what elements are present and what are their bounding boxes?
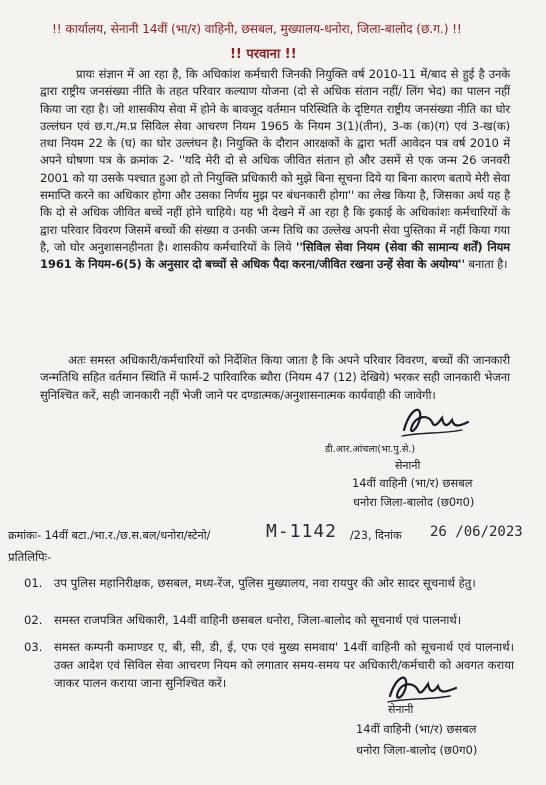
copy-to-item-number: 01. [24,576,43,590]
signatory-unit: 14वीं वाहिनी (भा/र) छसबल [356,722,477,736]
copy-to-item-text: समस्त कम्पनी कमाण्डर ए, बी, सी, डी, ई, एफ एवं मुख्य समवाय' 14वीं वाहिनी को सूचनार्थ एवं पालनार्थ। उक्त आदेश एवं सिविल सेवा आचरण नियम को लगातार समय-समय पर अधिकारी/कर्मचारी को अवगत कराया जाकर पालन कराया जाना सुनिश्चित करें। [54,640,514,690]
copy-to-label: प्रतिलिपिः- [8,550,52,564]
signature-mark [398,400,478,442]
office-header: !! कार्यालय, सेनानी 14वीं (भा/र) वाहिनी, छसबल, मुख्यालय-धनोरा, जिला-बालोद (छ.ग.) !! [52,22,462,36]
reference-prefix: क्रमांकः- 14वीं बटा./भा.र./छ.स.बल/धनोरा/स्टेनो/ [8,529,211,542]
body-paragraph-1 [40,66,510,274]
para1-text: प्रायः संज्ञान में आ रहा है, कि अधिकांश कर्मचारी जिनकी नियुक्ति वर्ष 2010-11 में/बाद से हुई है उनके द्वारा राष्ट्रीय जनसंख्या नीति के तहत परिवार कल्याण योजना (दो से अधिक संतान नहीं/ लिंग भेद) का पालन नहीं किया जा रहा है। जो शासकीय सेवा में होने के बावजूद वर्तमान परिस्थिति के दृष्टिगत राष्ट्रीय जनसंख्या नीति का घोर उल्लंघन एवं छ.ग./म.प्र सिविल सेवा आचरण नियम 1965 के नियम 3(1)(तीन), 3-क (क)(ग) एवं 3-ख(क) तथा नियम 22 के (घ) का घोर उल्लंघन है। नियुक्ति के दौरान आरक्षकों के द्वारा भर्ती आवेदन पत्र वर्ष 2010 में अपने घोषणा पत्र के क्रमांक 2- ''यदि मेरी दो से अधिक जीवित संतान हो और उसमें से एक जन्म 26 जनवरी 2001 को या उसके पश्चात हुआ हो तो नियुक्ति प्रधिकारी को मुझे बिना सूचना दिये या बिना कारण बताये मेरी सेवा समाप्ति करने का अधिकार होगा और उसका निर्णय मुझ पर बंधनकारी होगा'' का लेख किया है, जिसका अर्थ यह है कि दो से अधिक जीवित बच्चें नहीं होने चाहिये। यह भी देखने में आ रहा है कि इकाई के अधिकांशः कर्मचारियों के द्वारा परिवार विवरण जिसमें बच्चों की संख्या व उनकी जन्म तिथि का उल्लेख अपनी सेवा पुस्तिका में नहीं किया गया है, जो घोर अनुशासनहीनता है। शासकीय कर्मचारियों के लिये [40,67,510,254]
para1-bold-rule: ''सिविल सेवा नियम (सेवा की सामान्य शर्तें) नियम 1961 के नियम-6(5) के अनुसार दो बच्चों से अधिक पैदा करना/जीवित रखना उन्हें सेवा के अयोग्य'' [40,239,510,272]
signatory-unit: 14वीं वाहिनी (भा/र) छसबल [352,476,473,490]
signatory-name: डी.आर.आंचला(भा.पु.से.) [325,444,416,455]
para1-end: बनाता है। [468,257,508,272]
copy-to-item-text: समस्त राजपत्रित अधिकारी, 14वीं वाहिनी छसबल धनोरा, जिला-बालोद को सूचनार्थ एवं पालनार्थ। [54,613,462,627]
document-title: !! परवाना !! [230,47,297,62]
signatory-place: धनोरा जिला-बालोद (छ0ग0) [356,743,478,757]
reference-date: 26 /06/2023 [430,524,523,540]
signatory-rank: सेनानी [388,703,414,716]
reference-number: M-1142 [266,521,338,542]
copy-to-item-text: उप पुलिस महानिरीक्षक, छसबल, मध्य-रेंज, पुलिस मुख्यालय, नवा रायपुर की ओर सादर सूचनार्थ हेतु। [54,576,476,590]
copy-to-item-number: 02. [24,613,43,627]
signatory-place: धनोरा जिला-बालोद (छ0ग0) [353,495,475,509]
copy-to-item-number: 03. [24,640,43,654]
reference-date-label: /23, दिनांक [350,529,402,542]
signatory-rank: सेनानी [395,459,421,472]
body-paragraph-2: अतः समस्त अधिकारी/कर्मचारियों को निर्देशित किया जाता है कि अपने परिवार विवरण, बच्चों की जानकारी जन्मतिथि सहित वर्तमान स्थिति में फार्म-2 पारिवारिक ब्यौरा (नियम 47 (12) देखिये) भरकर सही जानकारी भेजना सुनिश्चित करें, सही जानकारी नहीं भेजी जाने पर दण्डात्मक/अनुशासनात्मक कार्यवाही की जावेगी। [40,353,510,402]
